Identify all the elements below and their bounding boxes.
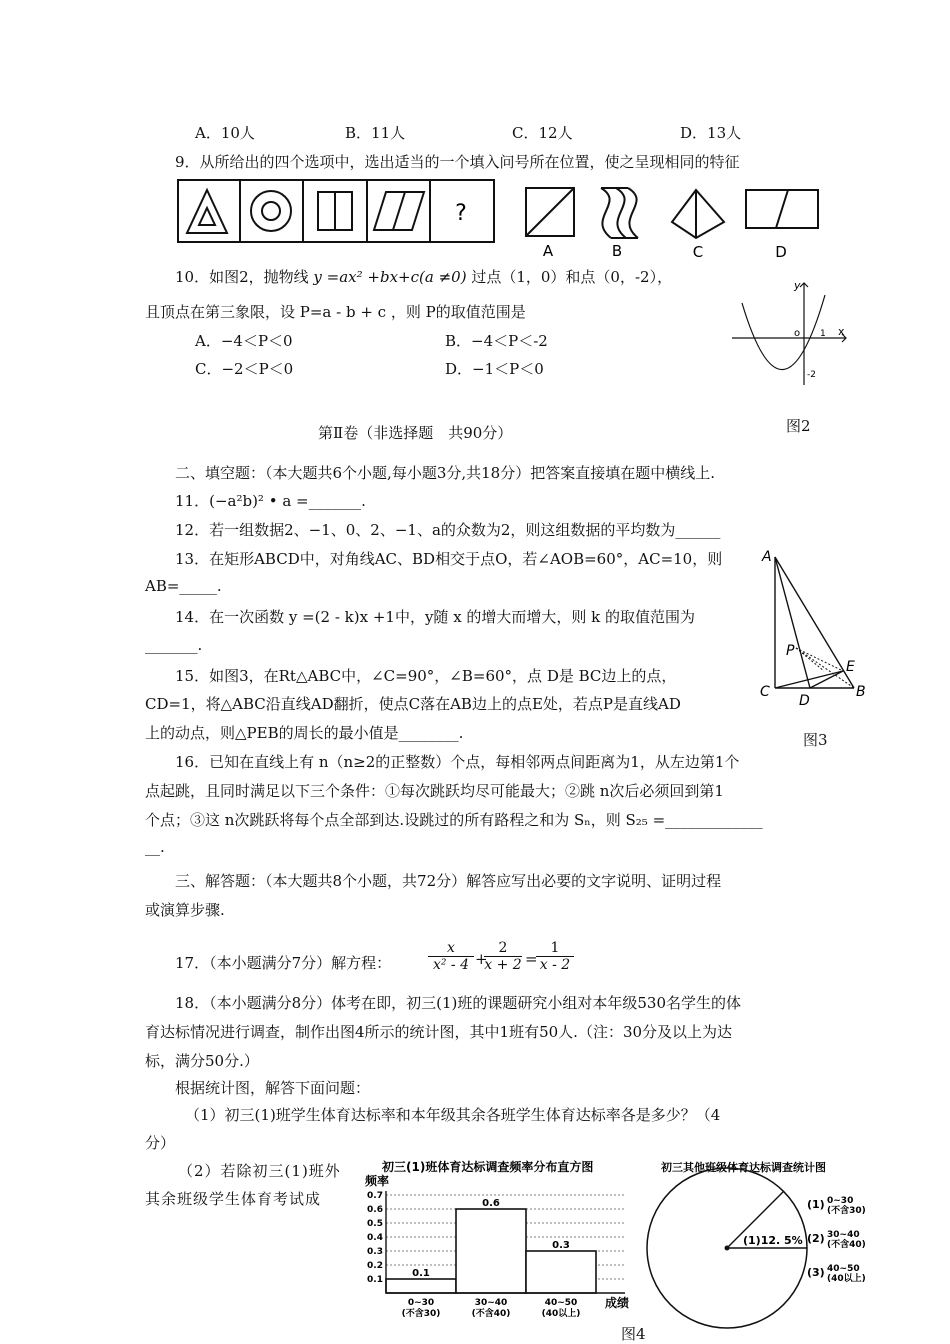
histogram-bar [526, 1251, 596, 1293]
q10-option-b: B．−4＜P＜-2 [445, 332, 548, 350]
histogram-category-label: 40~50 [544, 1298, 578, 1308]
q18-line4: 根据统计图，解答下面问题： [175, 1079, 371, 1097]
histogram-data-label: 0.6 [482, 1198, 500, 1209]
q18-line2: 育达标情况进行调查，制作出图4所示的统计图，其中1班有50人.（注：30分及以上为达 [145, 1023, 733, 1041]
q8-option-d: D．13人 [680, 124, 742, 142]
fig2-axis-x: x [838, 325, 845, 338]
pie-legend-range: 40~50 [827, 1264, 860, 1274]
figure-3-label: 图3 [803, 731, 828, 749]
q8-option-c: C．12人 [512, 124, 573, 142]
q16-line3: 个点；③这 n次跳跃将每个点全部到达.设跳过的所有路程之和为 Sₙ，则 S₂₅ =_____________ [145, 811, 763, 829]
pie-legend-range: (不含30) [827, 1206, 866, 1216]
pie-center-dot [725, 1246, 730, 1251]
figure-2-parabola [728, 275, 853, 390]
histogram-chart [360, 1155, 650, 1323]
q9-label-b: B [611, 242, 623, 260]
q11: 11．(−a²b)² • a =_______. [175, 492, 366, 510]
fig3-point-d: D [799, 693, 810, 709]
histogram-category-label: (不含30) [401, 1309, 441, 1319]
histogram-bar [456, 1209, 526, 1293]
fig2-tick-1: 1 [820, 329, 826, 339]
pie-legend-range: 0~30 [827, 1196, 854, 1206]
pie-title: 初三其他班级体育达标调查统计图 [661, 1161, 826, 1174]
histogram-y-tick: 0.3 [367, 1247, 383, 1257]
q17-prefix: 17．（本小题满分7分）解方程： [175, 954, 392, 972]
pie-legend-number: (3) [807, 1266, 825, 1279]
q17-frac1-num: x [428, 940, 474, 957]
fig2-axis-y: y [794, 279, 801, 292]
fig3-point-e: E [846, 659, 855, 675]
histogram-y-tick: 0.1 [367, 1275, 383, 1285]
q10-option-d: D．−1＜P＜0 [445, 360, 544, 378]
pie-chart [645, 1155, 875, 1335]
q10-option-a: A．−4＜P＜0 [195, 332, 293, 350]
pie-legend-range: (不含40) [827, 1240, 866, 1250]
fill-in-intro: 二、填空题：（本大题共6个小题,每小题3分,共18分）把答案直接填在题中横线上. [175, 464, 715, 482]
q18-line8: 其余班级学生体育考试成 [145, 1190, 322, 1208]
histogram-xlabel: 成绩 [605, 1296, 630, 1310]
histogram-category-label: (40以上) [541, 1309, 581, 1319]
section2-title: 第Ⅱ卷（非选择题 共90分） [318, 424, 513, 442]
q10-line1-b: 过点（1，0）和点（0，-2）， [471, 268, 673, 286]
pie-legend-range: 30~40 [827, 1230, 860, 1240]
q9-label-c: C [692, 243, 704, 260]
pie-legend-number: (2) [807, 1232, 825, 1245]
fig3-point-c: C [760, 684, 770, 700]
q15-line1: 15．如图3，在Rt△ABC中，∠C=90°，∠B=60°，点 D是 BC边上的点， [175, 667, 677, 685]
histogram-y-tick: 0.2 [367, 1261, 383, 1271]
q14-line1: 14．在一次函数 y =(2 - k)x +1中，y随 x 的增大而增大，则 k 的取值范围为 [175, 608, 696, 626]
q17-frac1-den: x² - 4 [432, 957, 470, 973]
fig3-point-p: P [786, 643, 795, 659]
histogram-bar [386, 1279, 456, 1293]
figure-2-label: 图2 [786, 417, 811, 435]
q17-frac2-den: x + 2 [484, 957, 522, 973]
q10-line1 [175, 266, 672, 287]
q17-frac1 [428, 940, 474, 973]
fig3-point-b: B [856, 684, 866, 700]
q9-text: 9．从所给出的四个选项中，选出适当的一个填入问号所在位置，使之呈现相同的特征 [175, 153, 740, 171]
histogram-data-label: 0.3 [552, 1240, 570, 1251]
histogram-ylabel: 频率 [365, 1174, 390, 1188]
q18-line7: （2）若除初三(1)班外 [178, 1162, 341, 1180]
histogram-y-tick: 0.4 [367, 1233, 383, 1243]
solve-intro-line1: 三、解答题：（本大题共8个小题，共72分）解答应写出必要的文字说明、证明过程 [175, 872, 722, 890]
q10-parabola-formula: y =ax² +bx+c(a ≠0) [313, 268, 467, 286]
q18-line6: 分） [145, 1134, 176, 1152]
pie-slice-label: (1)12. 5% [743, 1234, 803, 1247]
q10-line1-a: 10．如图2，抛物线 [175, 268, 309, 286]
q15-line3: 上的动点，则△PEB的周长的最小值是________. [145, 724, 464, 742]
q14-line2: _______. [145, 636, 203, 654]
q8-option-a: A．10人 [195, 124, 255, 142]
q10-line2: 且顶点在第三象限，设 P=a - b + c ，则 P的取值范围是 [145, 303, 526, 321]
q17-frac2-num: 2 [484, 940, 522, 957]
q17-frac3-num: 1 [536, 940, 574, 957]
fig2-origin: o [794, 328, 801, 339]
q9-label-d: D [775, 243, 787, 260]
histogram-y-tick: 0.7 [367, 1191, 383, 1201]
q9-label-a: A [542, 242, 554, 260]
q10-option-c: C．−2＜P＜0 [195, 360, 294, 378]
q13-line1: 13．在矩形ABCD中，对角线AC、BD相交于点O，若∠AOB=60°，AC=10，则 [175, 550, 723, 568]
histogram-data-label: 0.1 [412, 1268, 430, 1279]
q18-line5: （1）初三(1)班学生体育达标率和本年级其余各班学生体育达标率各是多少？（4 [185, 1106, 721, 1124]
solve-intro-line2: 或演算步骤. [145, 901, 225, 919]
histogram-category-label: 30~40 [474, 1298, 508, 1308]
q9-question-mark: ? [455, 201, 467, 226]
histogram-title: 初三(1)班体育达标调查频率分布直方图 [382, 1160, 594, 1174]
q15-line2: CD=1，将△ABC沿直线AD翻折，使点C落在AB边上的点E处，若点P是直线AD [145, 695, 681, 713]
q16-line1: 16．已知在直线上有 n（n≥2的正整数）个点，每相邻两点间距离为1，从左边第1个 [175, 753, 740, 771]
q16-line4: __. [145, 838, 165, 856]
q17-equals: = [525, 950, 538, 968]
q13-line2: AB=_____. [145, 577, 222, 595]
q17-plus: + [475, 950, 488, 968]
q8-option-b: B．11人 [345, 124, 406, 142]
fig3-point-a: A [762, 549, 772, 565]
q12: 12．若一组数据2、−1、0、2、−1、a的众数为2，则这组数据的平均数为______ [175, 521, 721, 539]
histogram-category-label: 0~30 [407, 1298, 435, 1308]
figure-4-label: 图4 [621, 1325, 646, 1343]
figure-3-triangle [758, 545, 870, 710]
histogram-y-tick: 0.5 [367, 1219, 383, 1229]
pie-legend-range: (40以上) [827, 1274, 866, 1284]
q17-frac2 [484, 940, 522, 973]
q18-line3: 标，满分50分.） [145, 1052, 259, 1070]
pie-legend-number: (1) [807, 1198, 825, 1211]
fig2-tick-neg2: -2 [807, 370, 816, 380]
q17-frac3-den: x - 2 [539, 957, 571, 973]
histogram-category-label: (不含40) [471, 1309, 511, 1319]
q9-figure [176, 178, 836, 260]
histogram-y-tick: 0.6 [367, 1205, 383, 1215]
q18-line1: 18．（本小题满分8分）体考在即，初三(1)班的课题研究小组对本年级530名学生的体 [175, 994, 742, 1012]
q16-line2: 点起跳，且同时满足以下三个条件：①每次跳跃均尽可能最大；②跳 n次后必须回到第1 [145, 782, 724, 800]
q17-frac3 [536, 940, 574, 973]
